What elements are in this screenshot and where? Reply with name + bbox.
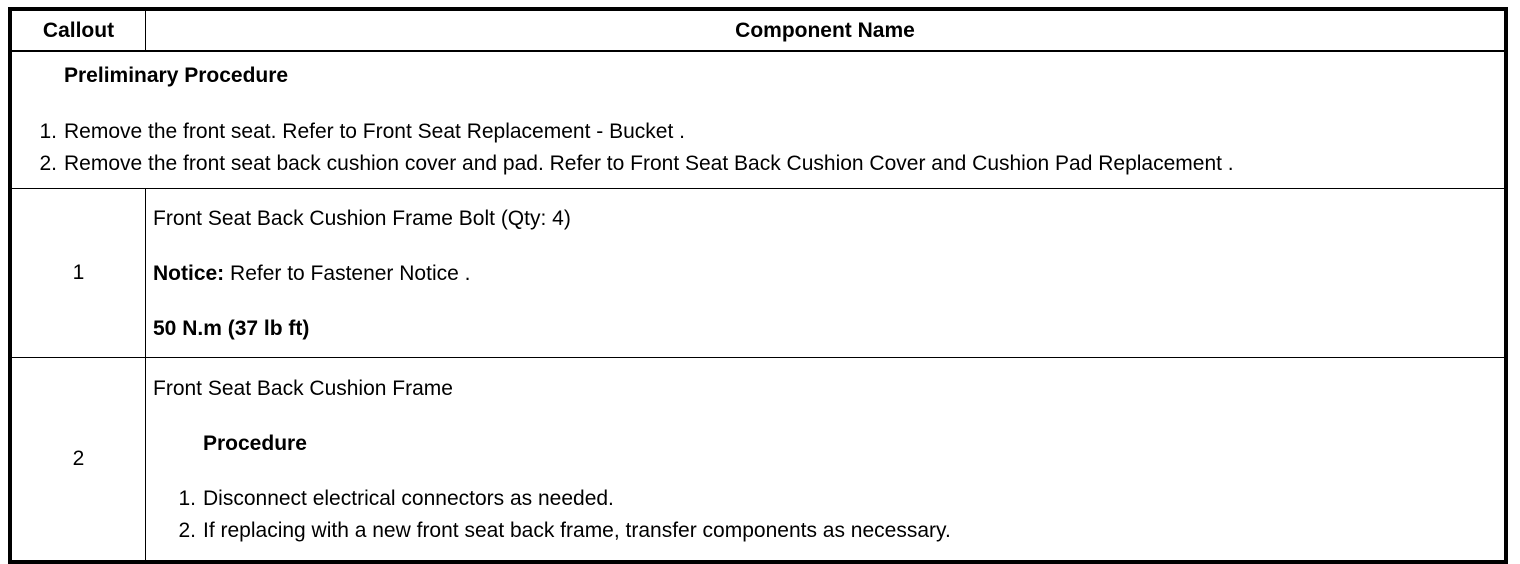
notice-text: Refer to Fastener Notice . [224,262,471,285]
preliminary-procedure-row [12,51,1505,189]
procedure-title: Procedure [203,432,307,455]
component-name-column-header: Component Name [146,11,1505,52]
preliminary-procedure-cell [12,51,1505,189]
component-name: Front Seat Back Cushion Frame Bolt (Qty: 4) [153,207,571,230]
procedure-steps-list [153,483,1504,547]
step-text: Disconnect electrical connectors as needed. [203,487,614,510]
list-item [153,515,1504,547]
step-text: If replacing with a new front seat back frame, transfer components as necessary. [203,519,951,542]
step-number: 1. [39,120,57,143]
step-text: Remove the front seat back cushion cover and pad. Refer to Front Seat Back Cushion Cover and Cushion Pad Replacement . [64,152,1234,175]
table-row [12,358,1505,561]
list-item [12,116,1504,148]
table-header-row [12,11,1505,52]
list-item [153,483,1504,515]
step-number: 2. [39,152,57,175]
step-text: Remove the front seat. Refer to Front Seat Replacement - Bucket . [64,120,685,143]
step-number: 1. [178,487,196,510]
callout-column-header: Callout [12,11,146,52]
component-cell [146,358,1505,561]
preliminary-procedure-title: Preliminary Procedure [64,64,289,87]
callout-cell: 1 [12,189,146,358]
callout-cell: 2 [12,358,146,561]
preliminary-steps-list [12,116,1504,180]
step-number: 2. [178,519,196,542]
notice-label: Notice: [153,262,225,285]
notice-line [153,258,1504,290]
list-item [12,148,1504,180]
procedure-table [11,10,1505,561]
component-cell [146,189,1505,358]
procedure-table-container [8,7,1508,564]
component-name: Front Seat Back Cushion Frame [153,377,453,400]
table-row [12,189,1505,358]
torque-spec: 50 N.m (37 lb ft) [153,317,310,340]
